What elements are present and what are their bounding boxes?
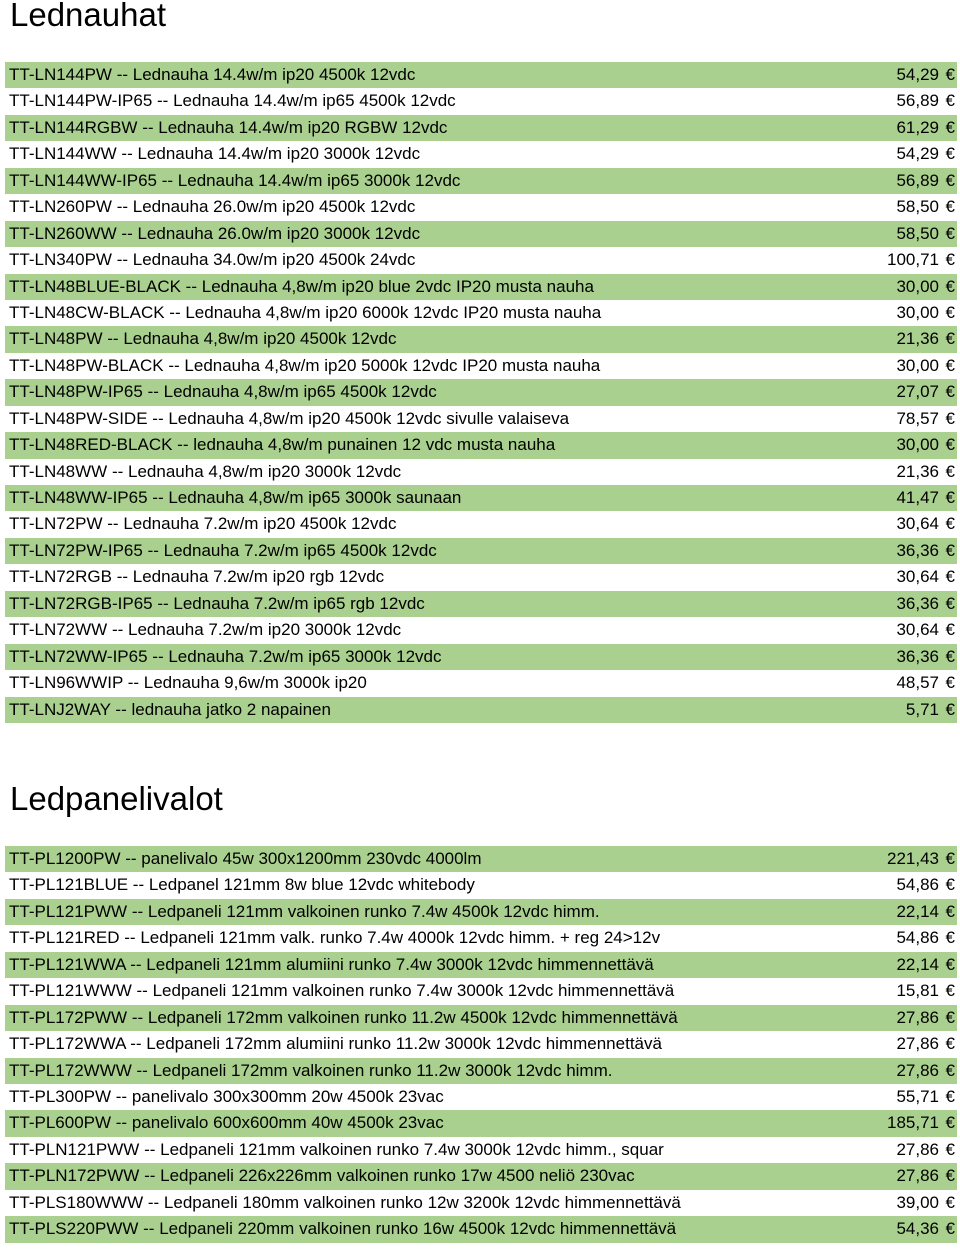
product-code: TT-LN72WW [9, 620, 108, 640]
product-name: lednauha 4,8w/m punainen 12 vdc musta nauha [193, 435, 556, 455]
code-separator: -- [152, 91, 174, 111]
product-code: TT-LN340PW [9, 250, 112, 270]
product-description [9, 1137, 664, 1163]
product-price: 56,89 [896, 91, 939, 111]
product-price: 27,86 [896, 1139, 939, 1159]
product-price: 36,36 [896, 646, 939, 666]
euro-symbol: € [945, 302, 955, 322]
product-row [5, 846, 957, 872]
product-row [5, 247, 957, 273]
product-description [9, 952, 654, 978]
euro-symbol: € [945, 699, 955, 719]
product-name: panelivalo 600x600mm 40w 4500k 23vac [131, 1113, 444, 1133]
product-description [9, 1084, 444, 1110]
product-price: 61,29 [896, 117, 939, 137]
product-row [5, 564, 957, 590]
product-price: 22,14 [896, 901, 939, 921]
product-row [5, 406, 957, 432]
product-price: 41,47 [896, 488, 939, 507]
code-separator: -- [180, 276, 202, 296]
code-separator: -- [163, 355, 185, 375]
product-description [9, 872, 475, 898]
euro-symbol: € [945, 488, 955, 507]
product-price: 54,86 [896, 875, 939, 895]
euro-symbol: € [945, 620, 955, 640]
code-separator: -- [111, 197, 133, 217]
product-name: panelivalo 300x300mm 20w 4500k 23vac [131, 1086, 444, 1106]
product-description [9, 194, 415, 220]
code-separator: -- [127, 901, 148, 921]
code-separator: -- [137, 117, 159, 137]
product-description [9, 485, 461, 511]
euro-symbol: € [945, 593, 955, 613]
product-description [9, 62, 415, 88]
product-name: Lednauha 4,8w/m ip20 3000k 12vdc [128, 461, 402, 481]
product-code: TT-PL121WWW [9, 981, 132, 1001]
product-price: 15,81 [896, 981, 939, 1001]
code-separator: -- [116, 223, 138, 243]
product-code: TT-PLN121PWW [9, 1139, 140, 1159]
product-description [9, 1110, 444, 1136]
euro-symbol: € [945, 117, 955, 137]
product-price: 27,86 [896, 1034, 939, 1054]
euro-symbol: € [945, 646, 955, 666]
product-code: TT-LN144WW-IP65 [9, 170, 158, 190]
product-price: 39,00 [896, 1192, 939, 1212]
euro-symbol: € [945, 673, 955, 693]
product-row [5, 1110, 957, 1136]
code-separator: -- [147, 646, 169, 666]
product-name: Lednauha 4,8w/m ip65 4500k 12vdc [163, 382, 437, 402]
product-row [5, 459, 957, 485]
product-name: Ledpaneli 121mm valkoinen runko 7.4w 4500k 12vdc himm. [147, 901, 600, 921]
product-row [5, 538, 957, 564]
product-code: TT-LN48PW-SIDE [9, 408, 148, 428]
product-name: Lednauha 9,6w/m 3000k ip20 [143, 673, 367, 693]
code-separator: -- [142, 540, 164, 560]
product-code: TT-PL300PW [9, 1086, 112, 1106]
product-price: 30,64 [896, 567, 939, 587]
product-row [5, 1190, 957, 1216]
euro-symbol: € [945, 435, 955, 455]
product-code: TT-PLN172PWW [9, 1166, 140, 1186]
code-separator: -- [116, 144, 138, 164]
product-name: Lednauha 4,8w/m ip65 3000k saunaan [168, 488, 462, 507]
product-description [9, 141, 420, 167]
product-price: 54,36 [896, 1219, 939, 1239]
product-price: 30,64 [896, 514, 939, 534]
product-code: TT-PLS180WWW [9, 1192, 144, 1212]
code-separator: -- [131, 1060, 153, 1080]
product-row [5, 300, 957, 326]
euro-symbol: € [945, 1139, 955, 1159]
product-description [9, 1163, 635, 1189]
product-code: TT-LN48CW-BLACK [9, 302, 165, 322]
product-price: 36,36 [896, 540, 939, 560]
code-separator: -- [139, 1139, 161, 1159]
product-row [5, 62, 957, 88]
product-code: TT-PL121WWA [9, 954, 126, 974]
euro-symbol: € [945, 382, 955, 402]
code-separator: -- [111, 1113, 132, 1133]
product-name: Lednauha 14.4w/m ip20 4500k 12vdc [132, 65, 416, 84]
product-description [9, 459, 401, 485]
product-row [5, 221, 957, 247]
product-price: 30,64 [896, 620, 939, 640]
product-price: 48,57 [896, 673, 939, 693]
product-price: 58,50 [896, 223, 939, 243]
product-description [9, 697, 331, 723]
product-price: 55,71 [896, 1086, 939, 1106]
product-code: TT-LN260PW [9, 197, 112, 217]
euro-symbol: € [945, 197, 955, 217]
product-description [9, 978, 674, 1004]
code-separator: -- [102, 329, 124, 349]
euro-symbol: € [945, 928, 955, 948]
product-price: 30,00 [896, 276, 939, 296]
product-row [5, 1137, 957, 1163]
product-name: Ledpaneli 172mm alumiini runko 11.2w 3000k 12vdc himmennettävä [146, 1034, 662, 1054]
product-name: Lednauha 14.4w/m ip20 RGBW 12vdc [158, 117, 448, 137]
product-price: 100,71 [887, 250, 939, 270]
product-name: Lednauha 34.0w/m ip20 4500k 24vdc [132, 250, 416, 270]
product-code: TT-LN48PW-BLACK [9, 355, 164, 375]
euro-symbol: € [945, 170, 955, 190]
code-separator: -- [138, 1219, 160, 1239]
code-separator: -- [107, 620, 129, 640]
product-row [5, 1163, 957, 1189]
product-code: TT-LN48BLUE-BLACK [9, 276, 181, 296]
euro-symbol: € [945, 540, 955, 560]
code-separator: -- [164, 302, 186, 322]
product-price: 21,36 [896, 461, 939, 481]
code-separator: -- [157, 170, 178, 190]
code-separator: -- [125, 954, 147, 974]
product-row [5, 644, 957, 670]
product-description [9, 353, 600, 379]
product-price: 27,86 [896, 1166, 939, 1186]
product-description [9, 1216, 676, 1242]
product-row [5, 485, 957, 511]
product-row [5, 194, 957, 220]
product-row [5, 1005, 957, 1031]
product-row [5, 115, 957, 141]
product-name: Ledpaneli 226x226mm valkoinen runko 17w 4500 neliö 230vac [160, 1166, 635, 1186]
euro-symbol: € [945, 1086, 955, 1106]
code-separator: -- [143, 1192, 164, 1212]
product-description [9, 88, 456, 114]
code-separator: -- [172, 435, 194, 455]
code-separator: -- [111, 65, 133, 84]
product-name: Lednauha 7.2w/m ip65 3000k 12vdc [168, 646, 442, 666]
product-description [9, 1005, 678, 1031]
product-description [9, 617, 401, 643]
product-name: Ledpaneli 121mm valkoinen runko 7.4w 3000k 12vdc himmennettävä [152, 981, 675, 1001]
product-row [5, 353, 957, 379]
euro-symbol: € [945, 276, 955, 296]
euro-symbol: € [945, 1034, 955, 1054]
product-row [5, 511, 957, 537]
product-price: 27,86 [896, 1060, 939, 1080]
product-name: Lednauha 4,8w/m ip20 blue 2vdc IP20 musta nauha [201, 276, 594, 296]
product-row [5, 379, 957, 405]
euro-symbol: € [945, 461, 955, 481]
product-name: Ledpaneli 220mm valkoinen runko 16w 4500k 12vdc himmennettävä [159, 1219, 677, 1239]
product-code: TT-LN48RED-BLACK [9, 435, 173, 455]
product-description [9, 379, 437, 405]
product-name: Ledpaneli 121mm alumiini runko 7.4w 3000k 12vdc himmennettävä [146, 954, 654, 974]
product-code: TT-PL172WWA [9, 1034, 126, 1054]
product-name: Ledpaneli 121mm valk. runko 7.4w 4000k 12vdc himm. + reg 24>12v [140, 928, 661, 948]
product-row [5, 432, 957, 458]
product-row [5, 326, 957, 352]
euro-symbol: € [945, 1166, 955, 1186]
product-code: TT-PL172PWW [9, 1007, 128, 1027]
product-price: 36,36 [896, 593, 939, 613]
product-name: Lednauha 4,8w/m ip20 6000k 12vdc IP20 musta nauha [185, 302, 602, 322]
euro-symbol: € [945, 567, 955, 587]
product-code: TT-LN72WW-IP65 [9, 646, 148, 666]
product-name: panelivalo 45w 300x1200mm 230vdc 4000lm [141, 849, 482, 868]
product-code: TT-PL121BLUE [9, 875, 129, 895]
product-code: TT-PL121RED [9, 928, 120, 948]
product-code: TT-LN48WW-IP65 [9, 488, 148, 507]
code-separator: -- [111, 567, 133, 587]
product-code: TT-LN144WW [9, 144, 117, 164]
product-price: 30,00 [896, 355, 939, 375]
product-description [9, 899, 600, 925]
product-description [9, 591, 425, 617]
product-row [5, 617, 957, 643]
code-separator: -- [142, 382, 164, 402]
product-description [9, 406, 569, 432]
euro-symbol: € [945, 355, 955, 375]
product-name: Lednauha 4,8w/m ip20 5000k 12vdc IP20 musta nauha [184, 355, 601, 375]
euro-symbol: € [945, 223, 955, 243]
product-row [5, 1216, 957, 1242]
euro-symbol: € [945, 65, 955, 84]
product-code: TT-PL1200PW [9, 849, 121, 868]
product-code: TT-LN144PW [9, 65, 112, 84]
euro-symbol: € [945, 329, 955, 349]
product-name: Ledpaneli 121mm valkoinen runko 7.4w 3000k 12vdc himm., squar [160, 1139, 664, 1159]
product-name: Lednauha 14.4w/m ip20 3000k 12vdc [137, 144, 421, 164]
section-title-lednauhat: Lednauhat [10, 0, 166, 33]
product-name: Lednauha 7.2w/m ip20 4500k 12vdc [123, 514, 397, 534]
product-description [9, 432, 555, 458]
code-separator: -- [120, 849, 142, 868]
product-name: Lednauha 14.4w/m ip65 4500k 12vdc [173, 91, 456, 111]
product-price: 22,14 [896, 954, 939, 974]
product-code: TT-PLS220PWW [9, 1219, 139, 1239]
product-name: Lednauha 7.2w/m ip20 3000k 12vdc [128, 620, 402, 640]
product-description [9, 564, 384, 590]
product-code: TT-LN72RGB [9, 567, 112, 587]
code-separator: -- [139, 1166, 161, 1186]
product-price: 27,07 [896, 382, 939, 402]
product-name: Lednauha 4,8w/m ip20 4500k 12vdc sivulle valaiseva [168, 408, 570, 428]
product-row [5, 1058, 957, 1084]
product-row [5, 899, 957, 925]
product-price: 221,43 [887, 849, 939, 868]
product-name: Lednauha 7.2w/m ip20 rgb 12vdc [132, 567, 385, 587]
code-separator: -- [111, 1086, 132, 1106]
euro-symbol: € [945, 408, 955, 428]
euro-symbol: € [945, 849, 955, 868]
product-list-lednauhat [5, 62, 957, 723]
product-price: 78,57 [896, 408, 939, 428]
product-description [9, 1058, 612, 1084]
product-row [5, 670, 957, 696]
product-code: TT-PL172WWW [9, 1060, 132, 1080]
code-separator: -- [110, 699, 132, 719]
code-separator: -- [147, 488, 169, 507]
euro-symbol: € [945, 875, 955, 895]
product-row [5, 1031, 957, 1057]
product-row [5, 168, 957, 194]
euro-symbol: € [945, 954, 955, 974]
product-price: 30,00 [896, 435, 939, 455]
product-price: 56,89 [896, 170, 939, 190]
product-description [9, 538, 437, 564]
product-row [5, 978, 957, 1004]
product-description [9, 1190, 681, 1216]
product-description [9, 925, 660, 951]
product-row [5, 141, 957, 167]
euro-symbol: € [945, 1113, 955, 1133]
product-description [9, 115, 447, 141]
product-price: 54,86 [896, 928, 939, 948]
product-name: Lednauha 7.2w/m ip65 rgb 12vdc [173, 593, 425, 613]
product-code: TT-LN48PW [9, 329, 103, 349]
product-code: TT-LN72RGB-IP65 [9, 593, 153, 613]
product-price: 54,29 [896, 65, 939, 84]
product-description [9, 644, 442, 670]
product-row [5, 952, 957, 978]
product-price: 185,71 [887, 1113, 939, 1133]
product-row [5, 925, 957, 951]
product-row [5, 872, 957, 898]
euro-symbol: € [945, 1219, 955, 1239]
product-name: Lednauha 26.0w/m ip20 4500k 12vdc [132, 197, 416, 217]
product-list-ledpanelivalot [5, 846, 957, 1243]
code-separator: -- [147, 408, 169, 428]
product-description [9, 221, 420, 247]
product-row [5, 697, 957, 723]
product-name: Lednauha 26.0w/m ip20 3000k 12vdc [137, 223, 421, 243]
product-code: TT-LN144RGBW [9, 117, 138, 137]
euro-symbol: € [945, 1060, 955, 1080]
code-separator: -- [127, 1007, 148, 1027]
product-description [9, 511, 396, 537]
product-description [9, 274, 594, 300]
product-code: TT-LN72PW [9, 514, 103, 534]
product-name: Lednauha 7.2w/m ip65 4500k 12vdc [163, 540, 437, 560]
code-separator: -- [128, 875, 149, 895]
product-code: TT-LN48WW [9, 461, 108, 481]
euro-symbol: € [945, 250, 955, 270]
code-separator: -- [125, 1034, 147, 1054]
product-code: TT-LN48PW-IP65 [9, 382, 143, 402]
product-code: TT-LNJ2WAY [9, 699, 111, 719]
code-separator: -- [111, 250, 133, 270]
product-name: Lednauha 4,8w/m ip20 4500k 12vdc [123, 329, 397, 349]
euro-symbol: € [945, 514, 955, 534]
product-code: TT-PL600PW [9, 1113, 112, 1133]
product-code: TT-PL121PWW [9, 901, 128, 921]
code-separator: -- [131, 981, 153, 1001]
product-code: TT-LN72PW-IP65 [9, 540, 143, 560]
product-row [5, 88, 957, 114]
euro-symbol: € [945, 91, 955, 111]
product-description [9, 300, 601, 326]
code-separator: -- [107, 461, 129, 481]
product-name: Lednauha 14.4w/m ip65 3000k 12vdc [177, 170, 461, 190]
product-name: lednauha jatko 2 napainen [131, 699, 331, 719]
product-name: Ledpanel 121mm 8w blue 12vdc whitebody [148, 875, 475, 895]
product-price: 30,00 [896, 302, 939, 322]
code-separator: -- [152, 593, 174, 613]
euro-symbol: € [945, 1007, 955, 1027]
product-name: Ledpaneli 172mm valkoinen runko 11.2w 4500k 12vdc himmennettävä [147, 1007, 678, 1027]
product-code: TT-LN96WWIP [9, 673, 123, 693]
product-description [9, 670, 367, 696]
product-name: Ledpaneli 172mm valkoinen runko 11.2w 3000k 12vdc himm. [152, 1060, 613, 1080]
product-row [5, 591, 957, 617]
product-price: 27,86 [896, 1007, 939, 1027]
section-title-ledpanelivalot: Ledpanelivalot [10, 780, 223, 817]
euro-symbol: € [945, 981, 955, 1001]
product-price: 58,50 [896, 197, 939, 217]
product-description [9, 1031, 662, 1057]
product-row [5, 1084, 957, 1110]
euro-symbol: € [945, 144, 955, 164]
product-row [5, 274, 957, 300]
product-description [9, 247, 415, 273]
product-price: 54,29 [896, 144, 939, 164]
product-name: Ledpaneli 180mm valkoinen runko 12w 3200k 12vdc himmennettävä [163, 1192, 681, 1212]
product-code: TT-LN144PW-IP65 [9, 91, 153, 111]
euro-symbol: € [945, 901, 955, 921]
product-description [9, 846, 482, 872]
product-description [9, 168, 460, 194]
code-separator: -- [122, 673, 144, 693]
product-price: 21,36 [896, 329, 939, 349]
code-separator: -- [119, 928, 141, 948]
product-price: 5,71 [905, 699, 939, 719]
euro-symbol: € [945, 1192, 955, 1212]
product-code: TT-LN260WW [9, 223, 117, 243]
product-description [9, 326, 396, 352]
code-separator: -- [102, 514, 124, 534]
